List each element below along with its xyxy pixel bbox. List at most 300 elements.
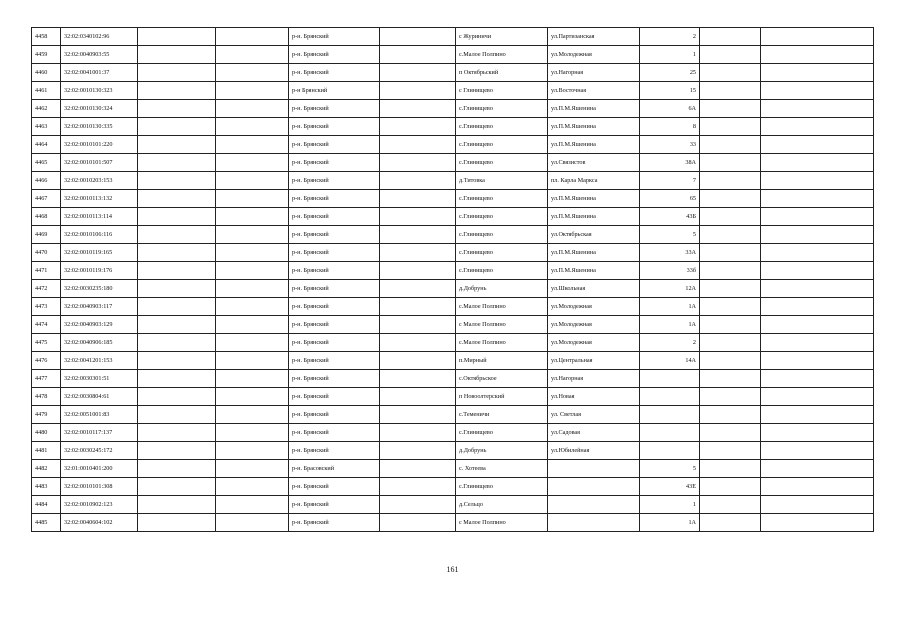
street-cell: [548, 460, 640, 478]
empty-cell: [138, 118, 216, 136]
table-row: [32, 316, 874, 334]
house-number-cell: 8: [640, 118, 700, 136]
empty-cell: [761, 514, 874, 532]
cadastral-number-cell: 32:02:0010101:507: [61, 154, 138, 172]
table-row: [32, 496, 874, 514]
empty-cell: [138, 136, 216, 154]
district-cell: р-н. Брянский: [289, 100, 380, 118]
street-cell: ул.Нагорная: [548, 370, 640, 388]
cadastral-number-cell: 32:02:0010101:220: [61, 136, 138, 154]
cadastral-number-cell: 32:02:0010119:176: [61, 262, 138, 280]
table-row: [32, 136, 874, 154]
empty-cell: [700, 388, 761, 406]
locality-cell: п Новоолтерский: [456, 388, 548, 406]
empty-cell: [700, 514, 761, 532]
empty-cell: [380, 118, 456, 136]
house-number-cell: 6А: [640, 100, 700, 118]
street-cell: ул.П.М.Яшенина: [548, 244, 640, 262]
district-cell: р-н. Брянский: [289, 280, 380, 298]
street-cell: ул.Октябрьская: [548, 226, 640, 244]
street-cell: ул.П.М.Яшенина: [548, 136, 640, 154]
district-cell: р-н. Брянский: [289, 406, 380, 424]
empty-cell: [216, 478, 289, 496]
empty-cell: [761, 424, 874, 442]
district-cell: р-н. Брасовский: [289, 460, 380, 478]
cadastral-number-cell: 32:02:0010130:324: [61, 100, 138, 118]
empty-cell: [380, 388, 456, 406]
empty-cell: [216, 208, 289, 226]
house-number-cell: [640, 388, 700, 406]
table-row: [32, 334, 874, 352]
locality-cell: с. Хотеева: [456, 460, 548, 478]
empty-cell: [138, 334, 216, 352]
house-number-cell: 25: [640, 64, 700, 82]
empty-cell: [700, 118, 761, 136]
empty-cell: [380, 190, 456, 208]
empty-cell: [700, 244, 761, 262]
empty-cell: [216, 298, 289, 316]
row-number-cell: 4480: [32, 424, 61, 442]
cadastral-number-cell: 32:02:0010130:335: [61, 118, 138, 136]
empty-cell: [138, 280, 216, 298]
house-number-cell: 1: [640, 46, 700, 64]
empty-cell: [700, 136, 761, 154]
table-row: [32, 172, 874, 190]
district-cell: р-н. Брянский: [289, 352, 380, 370]
district-cell: р-н. Брянский: [289, 118, 380, 136]
empty-cell: [216, 442, 289, 460]
empty-cell: [380, 370, 456, 388]
empty-cell: [700, 208, 761, 226]
empty-cell: [700, 478, 761, 496]
house-number-cell: 43Б: [640, 208, 700, 226]
district-cell: р-н. Брянский: [289, 388, 380, 406]
empty-cell: [761, 226, 874, 244]
empty-cell: [380, 460, 456, 478]
locality-cell: с.Глинищево: [456, 136, 548, 154]
empty-cell: [138, 208, 216, 226]
empty-cell: [216, 316, 289, 334]
street-cell: [548, 514, 640, 532]
row-number-cell: 4467: [32, 190, 61, 208]
empty-cell: [700, 172, 761, 190]
table-row: [32, 82, 874, 100]
house-number-cell: 5: [640, 460, 700, 478]
cadastral-number-cell: 32:02:0010130:323: [61, 82, 138, 100]
empty-cell: [700, 100, 761, 118]
empty-cell: [380, 478, 456, 496]
empty-cell: [216, 46, 289, 64]
row-number-cell: 4481: [32, 442, 61, 460]
street-cell: ул.П.М.Яшенина: [548, 118, 640, 136]
empty-cell: [138, 316, 216, 334]
empty-cell: [216, 100, 289, 118]
house-number-cell: 1А: [640, 298, 700, 316]
row-number-cell: 4462: [32, 100, 61, 118]
row-number-cell: 4460: [32, 64, 61, 82]
house-number-cell: 1: [640, 496, 700, 514]
empty-cell: [380, 496, 456, 514]
empty-cell: [761, 298, 874, 316]
empty-cell: [138, 406, 216, 424]
district-cell: р-н. Брянский: [289, 496, 380, 514]
empty-cell: [138, 262, 216, 280]
locality-cell: с.Глинищево: [456, 478, 548, 496]
empty-cell: [138, 154, 216, 172]
empty-cell: [700, 154, 761, 172]
locality-cell: с.Глинищево: [456, 154, 548, 172]
empty-cell: [700, 64, 761, 82]
empty-cell: [380, 46, 456, 64]
table-row: [32, 244, 874, 262]
district-cell: р-н. Брянский: [289, 154, 380, 172]
row-number-cell: 4483: [32, 478, 61, 496]
district-cell: р-н. Брянский: [289, 190, 380, 208]
empty-cell: [700, 460, 761, 478]
empty-cell: [216, 334, 289, 352]
empty-cell: [380, 352, 456, 370]
street-cell: ул.Юбилейная: [548, 442, 640, 460]
locality-cell: п.Мирный: [456, 352, 548, 370]
street-cell: ул.Молодежная: [548, 46, 640, 64]
empty-cell: [216, 172, 289, 190]
empty-cell: [380, 280, 456, 298]
locality-cell: с Малое Полпино: [456, 316, 548, 334]
house-number-cell: 65: [640, 190, 700, 208]
row-number-cell: 4458: [32, 28, 61, 46]
district-cell: р-н. Брянский: [289, 298, 380, 316]
empty-cell: [380, 442, 456, 460]
table-row: [32, 298, 874, 316]
empty-cell: [761, 316, 874, 334]
house-number-cell: [640, 442, 700, 460]
locality-cell: с.Теменичи: [456, 406, 548, 424]
street-cell: ул.Центральная: [548, 352, 640, 370]
street-cell: ул.Новая: [548, 388, 640, 406]
empty-cell: [138, 100, 216, 118]
empty-cell: [700, 226, 761, 244]
empty-cell: [216, 226, 289, 244]
locality-cell: с.Глинищево: [456, 424, 548, 442]
street-cell: ул.Молодежная: [548, 298, 640, 316]
empty-cell: [138, 298, 216, 316]
district-cell: р-н. Брянский: [289, 64, 380, 82]
table-row: [32, 28, 874, 46]
table-body: [32, 28, 874, 532]
empty-cell: [216, 460, 289, 478]
table-row: [32, 352, 874, 370]
cadastral-number-cell: 32:02:0010119:165: [61, 244, 138, 262]
empty-cell: [216, 496, 289, 514]
district-cell: р-н. Брянский: [289, 442, 380, 460]
cadastral-number-cell: 32:02:0030235:180: [61, 280, 138, 298]
house-number-cell: 12А: [640, 280, 700, 298]
house-number-cell: 33б: [640, 262, 700, 280]
row-number-cell: 4476: [32, 352, 61, 370]
row-number-cell: 4484: [32, 496, 61, 514]
house-number-cell: 14А: [640, 352, 700, 370]
cadastral-number-cell: 32:02:0041001:37: [61, 64, 138, 82]
house-number-cell: 38А: [640, 154, 700, 172]
locality-cell: д.Сельцо: [456, 496, 548, 514]
row-number-cell: 4459: [32, 46, 61, 64]
records-table: [31, 27, 874, 532]
empty-cell: [761, 46, 874, 64]
street-cell: ул.Молодежная: [548, 334, 640, 352]
empty-cell: [216, 388, 289, 406]
row-number-cell: 4469: [32, 226, 61, 244]
empty-cell: [138, 28, 216, 46]
cadastral-number-cell: 32:02:0010106:116: [61, 226, 138, 244]
street-cell: ул.Восточная: [548, 82, 640, 100]
district-cell: р-н Брянский: [289, 82, 380, 100]
district-cell: р-н. Брянский: [289, 514, 380, 532]
empty-cell: [216, 64, 289, 82]
cadastral-number-cell: 32:02:0340102:96: [61, 28, 138, 46]
empty-cell: [761, 172, 874, 190]
records-table-wrapper: [31, 27, 874, 532]
street-cell: ул.Нагорная: [548, 64, 640, 82]
empty-cell: [216, 424, 289, 442]
table-row: [32, 118, 874, 136]
empty-cell: [380, 82, 456, 100]
cadastral-number-cell: 32:02:0010113:132: [61, 190, 138, 208]
cadastral-number-cell: 32:02:0010203:153: [61, 172, 138, 190]
house-number-cell: 7: [640, 172, 700, 190]
locality-cell: п Октябрьский: [456, 64, 548, 82]
house-number-cell: 2: [640, 28, 700, 46]
table-row: [32, 100, 874, 118]
street-cell: ул.Школьная: [548, 280, 640, 298]
table-row: [32, 388, 874, 406]
row-number-cell: 4485: [32, 514, 61, 532]
empty-cell: [761, 208, 874, 226]
empty-cell: [138, 244, 216, 262]
locality-cell: с Глинищево: [456, 82, 548, 100]
empty-cell: [380, 64, 456, 82]
empty-cell: [380, 136, 456, 154]
locality-cell: с Журиничи: [456, 28, 548, 46]
empty-cell: [138, 172, 216, 190]
empty-cell: [700, 370, 761, 388]
empty-cell: [138, 442, 216, 460]
cadastral-number-cell: 32:02:0010101:308: [61, 478, 138, 496]
locality-cell: д.Титовка: [456, 172, 548, 190]
house-number-cell: 15: [640, 82, 700, 100]
empty-cell: [380, 262, 456, 280]
cadastral-number-cell: 32:02:0030245:172: [61, 442, 138, 460]
empty-cell: [700, 190, 761, 208]
empty-cell: [700, 316, 761, 334]
empty-cell: [216, 352, 289, 370]
locality-cell: с.Малое Полпино: [456, 334, 548, 352]
cadastral-number-cell: 32:02:0051001:83: [61, 406, 138, 424]
empty-cell: [380, 226, 456, 244]
locality-cell: с.Глинищево: [456, 244, 548, 262]
house-number-cell: 2: [640, 334, 700, 352]
empty-cell: [761, 388, 874, 406]
house-number-cell: 1А: [640, 514, 700, 532]
street-cell: пл. Карла Маркса: [548, 172, 640, 190]
empty-cell: [761, 478, 874, 496]
empty-cell: [761, 244, 874, 262]
row-number-cell: 4472: [32, 280, 61, 298]
empty-cell: [380, 28, 456, 46]
row-number-cell: 4482: [32, 460, 61, 478]
page-number: 161: [446, 565, 459, 574]
empty-cell: [138, 190, 216, 208]
table-row: [32, 226, 874, 244]
district-cell: р-н. Брянский: [289, 334, 380, 352]
row-number-cell: 4464: [32, 136, 61, 154]
house-number-cell: [640, 406, 700, 424]
empty-cell: [380, 244, 456, 262]
locality-cell: с.Глинищево: [456, 190, 548, 208]
empty-cell: [138, 424, 216, 442]
empty-cell: [216, 244, 289, 262]
locality-cell: с.Глинищево: [456, 262, 548, 280]
empty-cell: [700, 262, 761, 280]
row-number-cell: 4471: [32, 262, 61, 280]
empty-cell: [380, 208, 456, 226]
empty-cell: [761, 370, 874, 388]
table-row: [32, 64, 874, 82]
district-cell: р-н. Брянский: [289, 226, 380, 244]
street-cell: ул.Связистов: [548, 154, 640, 172]
empty-cell: [700, 442, 761, 460]
empty-cell: [216, 370, 289, 388]
district-cell: р-н. Брянский: [289, 478, 380, 496]
empty-cell: [761, 406, 874, 424]
table-row: [32, 406, 874, 424]
locality-cell: с.Глинищево: [456, 226, 548, 244]
locality-cell: с.Глинищево: [456, 118, 548, 136]
row-number-cell: 4478: [32, 388, 61, 406]
cadastral-number-cell: 32:02:0040906:185: [61, 334, 138, 352]
empty-cell: [138, 46, 216, 64]
cadastral-number-cell: 32:02:0040903:117: [61, 298, 138, 316]
street-cell: ул.Партизанская: [548, 28, 640, 46]
empty-cell: [761, 154, 874, 172]
empty-cell: [380, 172, 456, 190]
locality-cell: с.Глинищево: [456, 208, 548, 226]
street-cell: ул.П.М.Яшенина: [548, 190, 640, 208]
cadastral-number-cell: 32:02:0010117:137: [61, 424, 138, 442]
locality-cell: д.Добрунь: [456, 442, 548, 460]
table-row: [32, 370, 874, 388]
house-number-cell: 1А: [640, 316, 700, 334]
table-row: [32, 514, 874, 532]
empty-cell: [216, 118, 289, 136]
empty-cell: [380, 100, 456, 118]
empty-cell: [216, 280, 289, 298]
locality-cell: д.Добрунь: [456, 280, 548, 298]
district-cell: р-н. Брянский: [289, 28, 380, 46]
empty-cell: [761, 136, 874, 154]
empty-cell: [761, 100, 874, 118]
empty-cell: [380, 334, 456, 352]
district-cell: р-н. Брянский: [289, 316, 380, 334]
empty-cell: [380, 298, 456, 316]
empty-cell: [700, 334, 761, 352]
empty-cell: [761, 334, 874, 352]
row-number-cell: 4463: [32, 118, 61, 136]
table-row: [32, 46, 874, 64]
cadastral-number-cell: 32:02:0030804:61: [61, 388, 138, 406]
empty-cell: [700, 496, 761, 514]
locality-cell: с.Глинищево: [456, 100, 548, 118]
district-cell: р-н. Брянский: [289, 244, 380, 262]
table-row: [32, 262, 874, 280]
empty-cell: [761, 64, 874, 82]
empty-cell: [380, 316, 456, 334]
empty-cell: [380, 514, 456, 532]
empty-cell: [700, 280, 761, 298]
empty-cell: [138, 460, 216, 478]
house-number-cell: 33: [640, 136, 700, 154]
table-row: [32, 478, 874, 496]
empty-cell: [761, 352, 874, 370]
empty-cell: [138, 514, 216, 532]
house-number-cell: [640, 424, 700, 442]
district-cell: р-н. Брянский: [289, 262, 380, 280]
cadastral-number-cell: 32:02:0010113:114: [61, 208, 138, 226]
empty-cell: [700, 46, 761, 64]
empty-cell: [700, 28, 761, 46]
cadastral-number-cell: 32:02:0040604:102: [61, 514, 138, 532]
street-cell: ул.Садовая: [548, 424, 640, 442]
row-number-cell: 4474: [32, 316, 61, 334]
empty-cell: [138, 352, 216, 370]
empty-cell: [700, 352, 761, 370]
empty-cell: [700, 82, 761, 100]
empty-cell: [216, 82, 289, 100]
street-cell: [548, 478, 640, 496]
district-cell: р-н. Брянский: [289, 208, 380, 226]
empty-cell: [761, 442, 874, 460]
table-row: [32, 442, 874, 460]
empty-cell: [216, 136, 289, 154]
empty-cell: [700, 298, 761, 316]
empty-cell: [138, 388, 216, 406]
empty-cell: [138, 370, 216, 388]
district-cell: р-н. Брянский: [289, 424, 380, 442]
house-number-cell: 43Е: [640, 478, 700, 496]
empty-cell: [700, 406, 761, 424]
house-number-cell: [640, 370, 700, 388]
table-row: [32, 208, 874, 226]
empty-cell: [761, 82, 874, 100]
empty-cell: [380, 406, 456, 424]
locality-cell: с Малое Полпино: [456, 514, 548, 532]
district-cell: р-н. Брянский: [289, 172, 380, 190]
empty-cell: [216, 514, 289, 532]
empty-cell: [216, 190, 289, 208]
locality-cell: с.Октябрьское: [456, 370, 548, 388]
empty-cell: [700, 424, 761, 442]
empty-cell: [216, 154, 289, 172]
district-cell: р-н. Брянский: [289, 370, 380, 388]
table-row: [32, 460, 874, 478]
cadastral-number-cell: 32:02:0041201:153: [61, 352, 138, 370]
street-cell: ул.П.М.Яшенина: [548, 208, 640, 226]
empty-cell: [761, 190, 874, 208]
street-cell: ул. Светлая: [548, 406, 640, 424]
empty-cell: [138, 82, 216, 100]
street-cell: [548, 496, 640, 514]
empty-cell: [380, 424, 456, 442]
empty-cell: [761, 28, 874, 46]
